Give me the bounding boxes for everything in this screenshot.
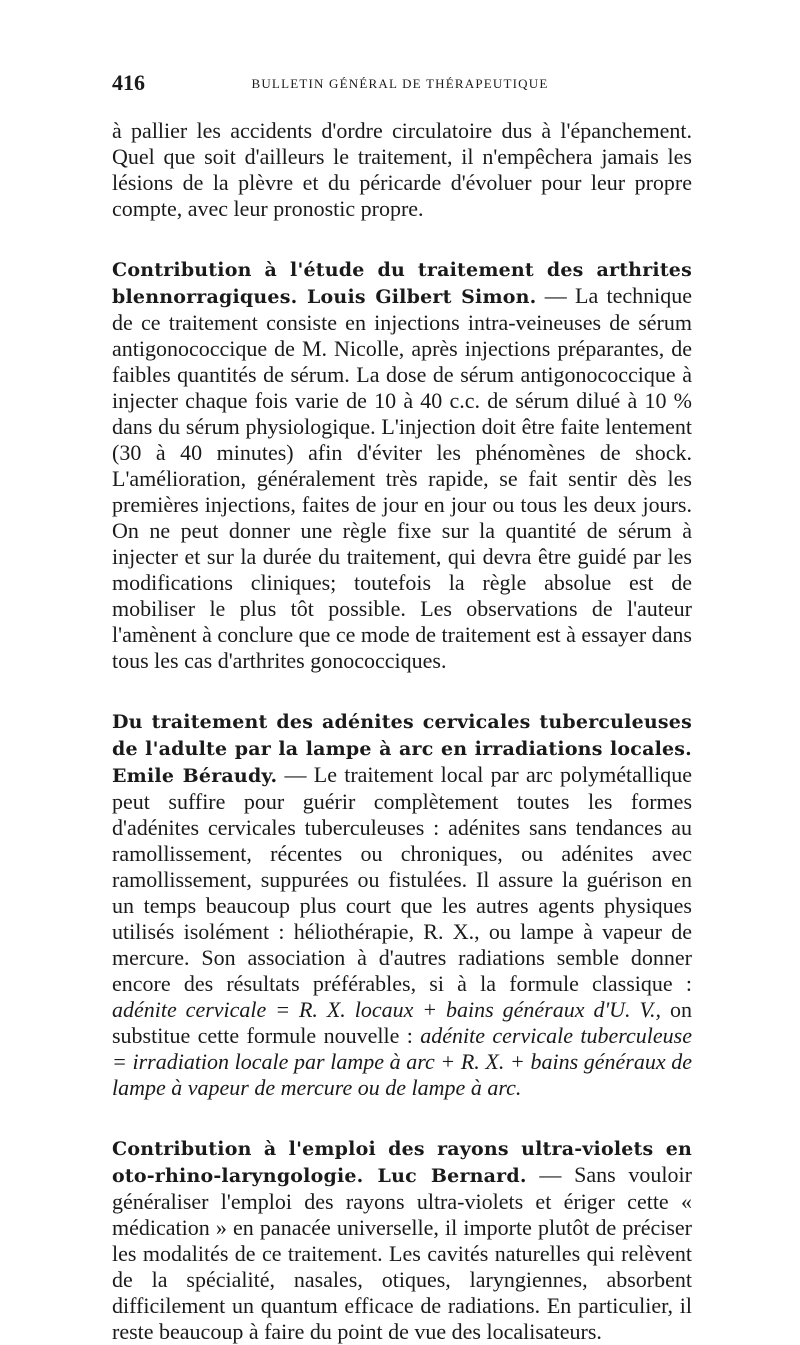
section-arthrites-body: — La technique de ce traitement consiste en injections intra-veineuses de sérum antigonococcique de M. Nicolle, après injections préparantes, de faibles quantités de sérum. La dose de sérum antigonococcique à injecter chaque fois varie de 10 à 40 c.c. de sérum dilué à 10 % dans du sérum physiologique. L'injection doit être faite lentement (30 à 40 minutes) afin d'éviter les phénomènes de shock. L'amélioration, généralement très rapide, se fait sentir dès les premières injections, faites de jour en jour ou tous les deux jours. On ne peut donner une règle fixe sur la quantité de sérum à injecter et sur la durée du traitement, qui devra être guidé par les modifications cliniques; toutefois la règle absolue est de mobiliser le plus tôt possible. Les observations de l'auteur l'amènent à conclure que ce mode de traitement est à essayer dans tous les cas d'arthrites gonococciques.	[112, 283, 692, 673]
formula-new: adénite cervicale tuberculeuse = irradiation locale par lampe à arc + R. X. + bains généraux de lampe à vapeur de mercure ou de lampe à arc.	[112, 1023, 692, 1100]
page-body	[112, 118, 692, 1345]
section-ultraviolets-body: — Sans vouloir généraliser l'emploi des rayons ultra-violets et ériger cette « médication » en panacée universelle, il importe plutôt de préciser les modalités de ce traitement. Les cavités naturelles qui relèvent de la spécialité, nasales, otiques, laryngiennes, absorbent difficilement un quantum efficace de radiations. En particulier, il reste beaucoup à faire du point de vue des localisateurs.	[112, 1162, 692, 1344]
running-title: BULLETIN GÉNÉRAL DE THÉRAPEUTIQUE	[251, 76, 549, 91]
section-adenites-body: — Le traitement local par arc polymétallique peut suffire pour guérir complètement toutes les formes d'adénites cervicales tuberculeuses : adénites sans tendances au ramollissement, récentes ou chroniques, ou adénites avec ramollissement, suppurées ou fistulées. Il assure la guérison en un temps beaucoup plus court que les autres agents physiques utilisés isolément : héliothérapie, R. X., ou lampe à vapeur de mercure. Son association à d'autres radiations semble donner encore des résultats préférables, si à la formule classique :	[112, 762, 692, 996]
page-number: 416	[112, 70, 145, 95]
formula-classic: adénite cervicale = R. X. locaux + bains généraux d'U. V.,	[112, 997, 662, 1022]
section-ultraviolets	[112, 1135, 692, 1345]
section-adenites	[112, 708, 692, 1101]
intro-paragraph: à pallier les accidents d'ordre circulatoire dus à l'épanchement. Quel que soit d'ailleurs le traitement, il n'empêchera jamais les lésions de la plèvre et du péricarde d'évoluer pour leur propre compte, avec leur pronostic propre.	[112, 118, 692, 221]
section-arthrites	[112, 256, 692, 674]
section-ultraviolets-title: Contribution à l'emploi des rayons ultra-violets en oto-rhino-laryngologie. Luc Bernard.	[112, 1138, 692, 1187]
section-arthrites-title: Contribution à l'étude du traitement des arthrites blennorragiques. Louis Gilbert Simon.	[112, 259, 692, 308]
section-adenites-title: Du traitement des adénites cervicales tuberculeuses de l'adulte par la lampe à arc en irradiations locales. Emile Béraudy.	[112, 711, 692, 787]
section-adenites-mid: on substitue cette formule nouvelle :	[112, 997, 692, 1048]
page-header	[112, 70, 688, 100]
